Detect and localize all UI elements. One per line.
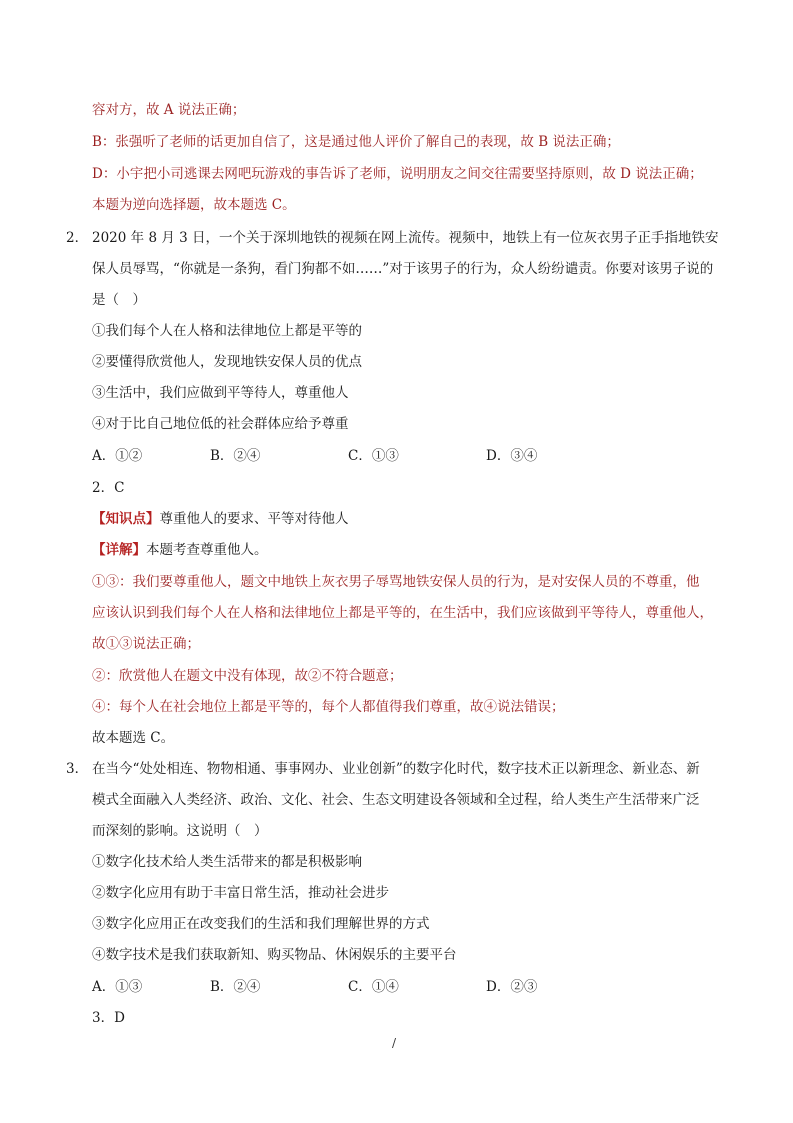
question-3-option-b: B．②④ bbox=[210, 979, 261, 995]
question-2-item-4: ④对于比自己地位低的社会群体应给予尊重 bbox=[92, 416, 349, 432]
question-3-item-2: ②数字化应用有助于丰富日常生活，推动社会进步 bbox=[92, 885, 389, 901]
question-2-stem-line-2: 保人员辱骂，“你就是一条狗，看门狗都不如……”对于该男子的行为，众人纷纷谴责。你要对该男子说的 bbox=[92, 261, 714, 277]
question-3-option-a: A．①③ bbox=[92, 979, 143, 995]
question-3-stem-line-3: 而深刻的影响。这说明（ ） bbox=[92, 823, 268, 839]
question-2-explanation-line-4: ②：欣赏他人在题文中没有体现，故②不符合题意； bbox=[92, 668, 403, 684]
question-2-option-c: C．①③ bbox=[348, 448, 399, 464]
question-3-item-4: ④数字技术是我们获取新知、购买物品、休闲娱乐的主要平台 bbox=[92, 947, 457, 963]
question-2-item-3: ③生活中，我们应做到平等待人，尊重他人 bbox=[92, 385, 349, 401]
question-2-explanation-line-5: ④：每个人在社会地位上都是平等的，每个人都值得我们尊重，故④说法错误； bbox=[92, 699, 565, 715]
question-2-option-b: B．②④ bbox=[210, 448, 261, 464]
page-number: / bbox=[392, 1036, 397, 1050]
question-2-detail bbox=[92, 540, 268, 560]
question-2-option-d: D．③④ bbox=[486, 448, 538, 464]
question-2-explanation-line-1: ①③：我们要尊重他人，题文中地铁上灰衣男子辱骂地铁安保人员的行为，是对安保人员的不尊重，他 bbox=[92, 574, 700, 590]
question-3-number: 3． bbox=[66, 761, 89, 777]
question-2-explanation-line-2: 应该认识到我们每个人在人格和法律地位上都是平等的，在生活中，我们应该做到平等待人，尊重他人， bbox=[92, 605, 713, 621]
question-2-explanation-line-3: 故①③说法正确； bbox=[92, 636, 200, 652]
prev-explanation-line-2: B：张强听了老师的话更加自信了，这是通过他人评价了解自己的表现，故 B 说法正确； bbox=[92, 134, 620, 150]
prev-explanation-line-3: D：小宇把小司逃课去网吧玩游戏的事告诉了老师，说明朋友之间交往需要坚持原则，故 D 说法正确； bbox=[92, 166, 703, 182]
question-2-number: 2． bbox=[66, 230, 89, 246]
question-3-stem-line-2: 模式全面融入人类经济、政治、文化、社会、生态文明建设各领域和全过程，给人类生产生活带来广泛 bbox=[92, 792, 700, 808]
question-3-item-3: ③数字化应用正在改变我们的生活和我们理解世界的方式 bbox=[92, 916, 430, 932]
prev-explanation-line-1: 容对方，故 A 说法正确； bbox=[92, 102, 246, 118]
detail-text: 本题考查尊重他人。 bbox=[146, 542, 268, 558]
prev-explanation-conclusion: 本题为逆向选择题，故本题选 C。 bbox=[92, 197, 296, 213]
question-2-option-a: A．①② bbox=[92, 448, 143, 464]
question-3-option-d: D．②③ bbox=[486, 979, 538, 995]
question-3-option-c: C．①④ bbox=[348, 979, 399, 995]
question-2-stem-line-3: 是（ ） bbox=[92, 292, 146, 308]
question-3-stem-line-1: 在当今“处处相连、物物相通、事事网办、业业创新”的数字化时代，数字技术正以新理念、新业态、新 bbox=[92, 761, 700, 777]
question-2-answer: 2．C bbox=[92, 480, 125, 496]
knowledge-point-tag: 【知识点】 bbox=[92, 511, 160, 527]
detail-tag: 【详解】 bbox=[92, 542, 146, 558]
knowledge-point-text: 尊重他人的要求、平等对待他人 bbox=[159, 511, 349, 527]
question-2-item-2: ②要懂得欣赏他人，发现地铁安保人员的优点 bbox=[92, 354, 362, 370]
question-2-stem-line-1: 2020 年 8 月 3 日，一个关于深圳地铁的视频在网上流传。视频中，地铁上有一位灰衣男子正手指地铁安 bbox=[92, 230, 719, 246]
question-2-explanation-conclusion: 故本题选 C。 bbox=[92, 730, 175, 746]
question-3-answer: 3．D bbox=[92, 1010, 125, 1026]
question-2-item-1: ①我们每个人在人格和法律地位上都是平等的 bbox=[92, 323, 362, 339]
question-3-item-1: ①数字化技术给人类生活带来的都是积极影响 bbox=[92, 854, 362, 870]
question-2-knowledge bbox=[92, 509, 349, 529]
